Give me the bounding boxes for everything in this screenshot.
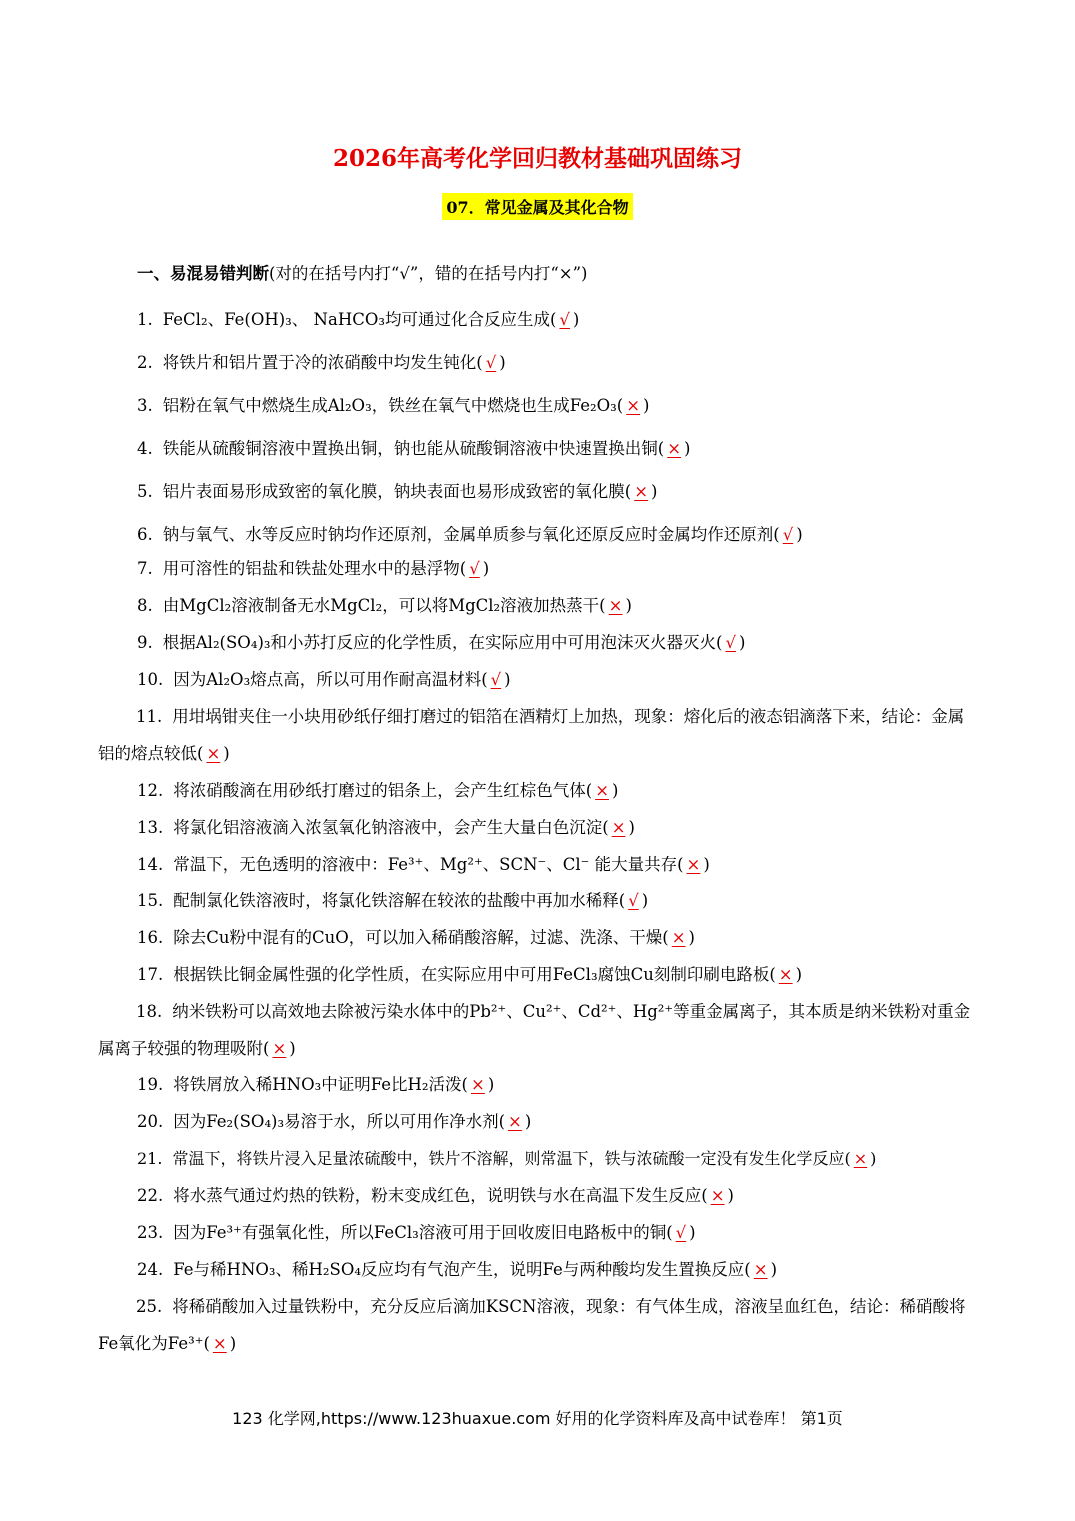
answer-mark: × — [634, 482, 649, 501]
answer-mark: √ — [490, 670, 502, 689]
answer-mark: √ — [469, 559, 480, 578]
answer-mark: × — [470, 1075, 485, 1094]
question-number: 14. — [137, 855, 164, 874]
subtitle-wrapper — [0, 193, 1075, 220]
question-item: 4. 铁能从硫酸铜溶液中置换出铜，钠也能从硫酸铜溶液中快速置换出铜( × ) — [137, 439, 691, 458]
question-item: 23. 因为Fe³⁺有强氧化性，所以FeCl₃溶液可用于回收废旧电路板中的铜( √ ) — [137, 1223, 696, 1242]
question-item: 10. 因为Al₂O₃熔点高，所以可用作耐高温材料( √ ) — [137, 670, 511, 689]
question-item: 2. 将铁片和铝片置于冷的浓硝酸中均发生钝化( √ ) — [137, 353, 506, 372]
question-text: 铝片表面易形成致密的氧化膜，钠块表面也易形成致密的氧化膜 — [162, 482, 625, 501]
question-item: 9. 根据Al₂(SO₄)₃和小苏打反应的化学性质，在实际应用中可用泡沫灭火器灭火( √ ) — [137, 633, 746, 652]
section-heading — [137, 260, 587, 284]
question-item: 18. 纳米铁粉可以高效地去除被污染水体中的Pb²⁺、Cu²⁺、Cd²⁺、Hg²⁺等重金属离子，其本质是纳米铁粉对重金属离子较强的物理吸附( × ) — [98, 1002, 971, 1058]
question-item: 13. 将氯化铝溶液滴入浓氢氧化钠溶液中，会产生大量白色沉淀( × ) — [137, 818, 635, 837]
question-text: 用坩埚钳夹住一小块用砂纸仔细打磨过的铝箔在酒精灯上加热，现象：熔化后的液态铝滴落下来，结论：金属铝的熔点较低 — [98, 707, 965, 763]
question-item: 24. Fe与稀HNO₃、稀H₂SO₄反应均有气泡产生，说明Fe与两种酸均发生置换反应( × ) — [137, 1260, 777, 1279]
page-footer: 123 化学网,https://www.123huaxue.com 好用的化学资料库及高中试卷库！ 第1页 — [232, 1409, 843, 1428]
answer-mark: × — [686, 855, 701, 874]
question-number: 8. — [137, 596, 153, 615]
question-number: 13. — [137, 818, 164, 837]
question-item: 6. 钠与氧气、水等反应时钠均作还原剂，金属单质参与氧化还原反应时金属均作还原剂( √ ) — [137, 525, 803, 544]
question-text: 将浓硝酸滴在用砂纸打磨过的铝条上，会产生红棕色气体 — [173, 781, 586, 800]
answer-mark: √ — [725, 633, 736, 652]
answer-mark: × — [611, 818, 626, 837]
answer-mark: √ — [675, 1223, 687, 1242]
answer-mark: × — [671, 928, 686, 947]
question-item: 5. 铝片表面易形成致密的氧化膜，钠块表面也易形成致密的氧化膜( × ) — [137, 482, 658, 501]
question-number: 6. — [137, 525, 153, 544]
question-item: 3. 铝粉在氧气中燃烧生成Al₂O₃，铁丝在氧气中燃烧也生成Fe₂O₃( × ) — [137, 396, 650, 415]
question-text: 纳米铁粉可以高效地去除被污染水体中的Pb²⁺、Cu²⁺、Cd²⁺、Hg²⁺等重金属离子，其本质是纳米铁粉对重金属离子较强的物理吸附 — [98, 1002, 971, 1058]
answer-mark: × — [753, 1260, 768, 1279]
question-item: 12. 将浓硝酸滴在用砂纸打磨过的铝条上，会产生红棕色气体( × ) — [137, 781, 619, 800]
question-number: 10. — [137, 670, 164, 689]
question-item: 16. 除去Cu粉中混有的CuO，可以加入稀硝酸溶解，过滤、洗涤、干燥( × ) — [137, 928, 695, 947]
question-text: 由MgCl₂溶液制备无水MgCl₂，可以将MgCl₂溶液加热蒸干 — [162, 596, 600, 615]
question-number: 22. — [137, 1186, 164, 1205]
subtitle: 07．常见金属及其化合物 — [442, 193, 632, 220]
answer-mark: × — [626, 396, 641, 415]
question-item: 15. 配制氯化铁溶液时，将氯化铁溶解在较浓的盐酸中再加水稀释( √ ) — [137, 891, 649, 910]
question-text: 铝粉在氧气中燃烧生成Al₂O₃，铁丝在氧气中燃烧也生成Fe₂O₃ — [162, 396, 617, 415]
question-text: 钠与氧气、水等反应时钠均作还原剂，金属单质参与氧化还原反应时金属均作还原剂 — [162, 525, 774, 544]
answer-mark: √ — [485, 353, 497, 372]
question-number: 16. — [137, 928, 164, 947]
question-number: 4. — [137, 439, 153, 458]
question-text: 根据铁比铜金属性强的化学性质，在实际应用中可用FeCl₃腐蚀Cu刻制印刷电路板 — [173, 965, 770, 984]
question-item: 8. 由MgCl₂溶液制备无水MgCl₂，可以将MgCl₂溶液加热蒸干( × ) — [137, 596, 632, 615]
answer-mark: × — [853, 1149, 868, 1168]
answer-mark: × — [710, 1186, 725, 1205]
question-text: 用可溶性的铝盐和铁盐处理水中的悬浮物 — [162, 559, 460, 578]
question-text: 根据Al₂(SO₄)₃和小苏打反应的化学性质，在实际应用中可用泡沫灭火器灭火 — [162, 633, 716, 652]
question-number: 23. — [137, 1223, 164, 1242]
question-number: 17. — [137, 965, 164, 984]
answer-mark: √ — [782, 525, 794, 544]
question-item: 21. 常温下，将铁片浸入足量浓硫酸中，铁片不溶解，则常温下，铁与浓硫酸一定没有发生化学反应( × ) — [137, 1149, 877, 1168]
question-number: 18. — [136, 1002, 163, 1021]
answer-mark: √ — [559, 310, 570, 329]
question-item: 1. FeCl₂、Fe(OH)₃、 NaHCO₃均可通过化合反应生成( √ ) — [137, 310, 580, 329]
question-number: 5. — [137, 482, 153, 501]
question-item: 7. 用可溶性的铝盐和铁盐处理水中的悬浮物( √ ) — [137, 559, 490, 578]
question-number: 19. — [137, 1075, 164, 1094]
question-text: 因为Fe³⁺有强氧化性，所以FeCl₃溶液可用于回收废旧电路板中的铜 — [173, 1223, 667, 1242]
question-number: 15. — [137, 891, 164, 910]
answer-mark: × — [272, 1039, 287, 1058]
question-text: FeCl₂、Fe(OH)₃、 NaHCO₃均可通过化合反应生成 — [162, 310, 550, 329]
question-text: 将稀硝酸加入过量铁粉中，充分反应后滴加KSCN溶液，现象：有气体生成，溶液呈血红色，结论：稀硝酸将Fe氧化为Fe³⁺ — [98, 1297, 966, 1353]
answer-mark: × — [667, 439, 682, 458]
question-text: 将铁片和铝片置于冷的浓硝酸中均发生钝化 — [162, 353, 477, 372]
question-number: 9. — [137, 633, 153, 652]
answer-mark: × — [206, 744, 221, 763]
question-item: 25. 将稀硝酸加入过量铁粉中，充分反应后滴加KSCN溶液，现象：有气体生成，溶液呈血红色，结论：稀硝酸将Fe氧化为Fe³⁺( × ) — [98, 1297, 966, 1353]
question-number: 1. — [137, 310, 153, 329]
question-item: 20. 因为Fe₂(SO₄)₃易溶于水，所以可用作净水剂( × ) — [137, 1112, 532, 1131]
question-number: 25. — [136, 1297, 163, 1316]
answer-mark: × — [595, 781, 610, 800]
answer-mark: × — [778, 965, 793, 984]
question-number: 20. — [137, 1112, 164, 1131]
question-text: 因为Al₂O₃熔点高，所以可用作耐高温材料 — [173, 670, 482, 689]
question-text: Fe与稀HNO₃、稀H₂SO₄反应均有气泡产生，说明Fe与两种酸均发生置换反应 — [173, 1260, 745, 1279]
question-text: 常温下，将铁片浸入足量浓硫酸中，铁片不溶解，则常温下，铁与浓硫酸一定没有发生化学反应 — [172, 1149, 845, 1168]
question-item: 19. 将铁屑放入稀HNO₃中证明Fe比H₂活泼( × ) — [137, 1075, 495, 1094]
page-title: 2026年高考化学回归教材基础巩固练习 — [332, 145, 742, 172]
question-text: 铁能从硫酸铜溶液中置换出铜，钠也能从硫酸铜溶液中快速置换出铜 — [162, 439, 658, 458]
question-item: 22. 将水蒸气通过灼热的铁粉，粉末变成红色，说明铁与水在高温下发生反应( × ) — [137, 1186, 734, 1205]
question-number: 24. — [137, 1260, 164, 1279]
question-text: 将水蒸气通过灼热的铁粉，粉末变成红色，说明铁与水在高温下发生反应 — [173, 1186, 702, 1205]
question-text: 将铁屑放入稀HNO₃中证明Fe比H₂活泼 — [173, 1075, 462, 1094]
question-number: 2. — [137, 353, 153, 372]
question-number: 12. — [137, 781, 164, 800]
question-number: 11. — [136, 707, 163, 726]
question-text: 配制氯化铁溶液时，将氯化铁溶解在较浓的盐酸中再加水稀释 — [173, 891, 619, 910]
answer-mark: √ — [628, 891, 639, 910]
question-text: 常温下，无色透明的溶液中：Fe³⁺、Mg²⁺、SCN⁻、Cl⁻ 能大量共存 — [173, 855, 678, 874]
question-item: 14. 常温下，无色透明的溶液中：Fe³⁺、Mg²⁺、SCN⁻、Cl⁻ 能大量共存( × ) — [137, 855, 710, 874]
answer-mark: × — [508, 1112, 522, 1131]
section-instruction: (对的在括号内打“√”，错的在括号内打“×”) — [269, 264, 588, 283]
answer-mark: × — [212, 1334, 227, 1353]
question-item: 17. 根据铁比铜金属性强的化学性质，在实际应用中可用FeCl₃腐蚀Cu刻制印刷电路板( × ) — [137, 965, 803, 984]
question-number: 21. — [137, 1149, 163, 1168]
question-text: 将氯化铝溶液滴入浓氢氧化钠溶液中，会产生大量白色沉淀 — [173, 818, 603, 837]
question-text: 因为Fe₂(SO₄)₃易溶于水，所以可用作净水剂 — [173, 1112, 499, 1131]
question-text: 除去Cu粉中混有的CuO，可以加入稀硝酸溶解，过滤、洗涤、干燥 — [173, 928, 663, 947]
section-title: 一、易混易错判断 — [137, 264, 269, 283]
answer-mark: × — [608, 596, 623, 615]
question-number: 7. — [137, 559, 153, 578]
question-number: 3. — [137, 396, 153, 415]
question-item: 11. 用坩埚钳夹住一小块用砂纸仔细打磨过的铝箔在酒精灯上加热，现象：熔化后的液态铝滴落下来，结论：金属铝的熔点较低( × ) — [98, 707, 965, 763]
